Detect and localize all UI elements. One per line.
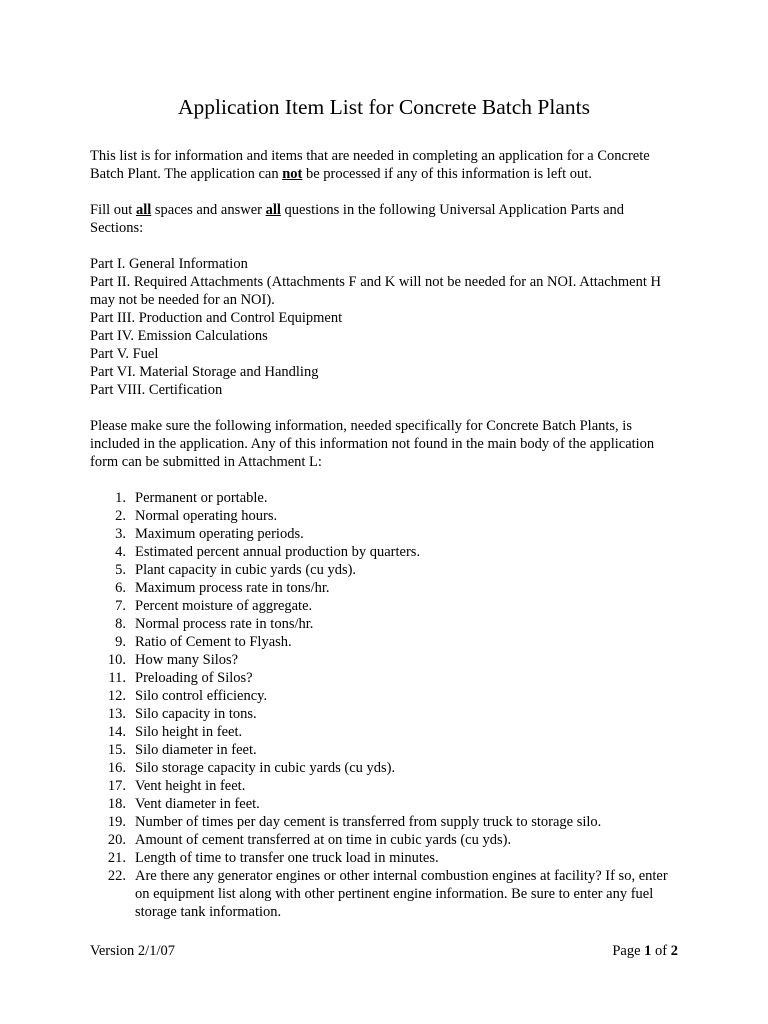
item-text: Silo storage capacity in cubic yards (cu yds). — [135, 760, 396, 776]
list-item — [90, 867, 680, 921]
item-text: Are there any generator engines or other internal combustion engines at facility? If so, enter on equipment list along with other pertinent engine information. Be sure to enter any fuel storage tank information. — [135, 868, 668, 920]
intro-text-start: This list is for information and items that are needed in completing an application for a Concrete Batch Plant. The application can — [90, 148, 650, 182]
intro-paragraph — [90, 147, 680, 183]
item-text: Vent height in feet. — [135, 778, 246, 794]
part-item: Part IV. Emission Calculations — [90, 328, 268, 344]
intro-emphasis: not — [282, 166, 303, 182]
item-number: 22. — [107, 868, 126, 884]
document-title: Application Item List for Concrete Batch Plants — [178, 95, 590, 119]
list-item — [90, 615, 680, 633]
list-item — [90, 525, 680, 543]
list-item — [90, 741, 680, 759]
item-text: Percent moisture of aggregate. — [135, 598, 313, 614]
item-text: Ratio of Cement to Flyash. — [135, 634, 292, 650]
list-item — [90, 687, 680, 705]
item-number: 9. — [115, 634, 126, 650]
item-number: 11. — [108, 670, 126, 686]
list-item — [90, 561, 680, 579]
list-item — [90, 759, 680, 777]
fill-out-paragraph — [90, 201, 680, 237]
item-number: 18. — [107, 796, 126, 812]
list-item — [90, 813, 680, 831]
part-item: Part V. Fuel — [90, 346, 159, 362]
page-current: 1 — [644, 943, 652, 959]
page-prefix: Page — [612, 943, 645, 959]
item-text: Maximum process rate in tons/hr. — [135, 580, 330, 596]
item-text: Maximum operating periods. — [135, 526, 304, 542]
item-text: Preloading of Silos? — [135, 670, 253, 686]
item-number: 21. — [107, 850, 126, 866]
item-number: 6. — [115, 580, 126, 596]
item-number: 5. — [115, 562, 126, 578]
list-item — [90, 543, 680, 561]
item-text: Normal operating hours. — [135, 508, 278, 524]
list-item — [90, 669, 680, 687]
list-item — [90, 705, 680, 723]
list-item — [90, 633, 680, 651]
list-item — [90, 489, 680, 507]
item-text: Permanent or portable. — [135, 490, 268, 506]
page-indicator — [612, 942, 678, 960]
list-item — [90, 651, 680, 669]
item-number: 13. — [107, 706, 126, 722]
part-item: Part III. Production and Control Equipment — [90, 310, 343, 326]
list-item — [90, 849, 680, 867]
item-number: 4. — [115, 544, 126, 560]
part-item: Part VI. Material Storage and Handling — [90, 364, 319, 380]
list-item — [90, 795, 680, 813]
item-text: Silo capacity in tons. — [135, 706, 257, 722]
fill-out-text-2: spaces and answer — [151, 202, 266, 218]
item-text: Silo control efficiency. — [135, 688, 268, 704]
list-item — [90, 507, 680, 525]
item-number: 12. — [107, 688, 126, 704]
item-number: 7. — [115, 598, 126, 614]
item-text: Estimated percent annual production by quarters. — [135, 544, 421, 560]
part-item: Part II. Required Attachments (Attachments F and K will not be needed for an NOI. Attachment H may not be needed for an NOI). — [90, 274, 661, 308]
item-text: How many Silos? — [135, 652, 239, 668]
item-text: Normal process rate in tons/hr. — [135, 616, 314, 632]
version-label: Version 2/1/07 — [90, 943, 175, 959]
please-note-paragraph: Please make sure the following information, needed specifically for Concrete Batch Plants, is included in the application. Any of this information not found in the main body of the application form can be submitted in Attachment L: — [90, 418, 655, 470]
item-text: Amount of cement transferred at on time in cubic yards (cu yds). — [135, 832, 512, 848]
fill-out-emphasis-1: all — [135, 202, 152, 218]
item-number: 14. — [107, 724, 126, 740]
item-text: Silo diameter in feet. — [135, 742, 257, 758]
item-text: Number of times per day cement is transferred from supply truck to storage silo. — [135, 814, 602, 830]
item-number: 3. — [115, 526, 126, 542]
list-item — [90, 597, 680, 615]
item-number: 20. — [107, 832, 126, 848]
item-number: 15. — [107, 742, 126, 758]
list-item — [90, 777, 680, 795]
item-text: Silo height in feet. — [135, 724, 243, 740]
list-item — [90, 831, 680, 849]
item-number: 8. — [115, 616, 126, 632]
item-text: Vent diameter in feet. — [135, 796, 260, 812]
item-number: 1. — [115, 490, 126, 506]
intro-text-end: be processed if any of this information is left out. — [302, 166, 592, 182]
part-item: Part I. General Information — [90, 256, 248, 272]
list-item — [90, 723, 680, 741]
fill-out-text-1: Fill out — [90, 202, 136, 218]
fill-out-emphasis-2: all — [265, 202, 281, 218]
parts-list — [90, 255, 680, 399]
list-item — [90, 579, 680, 597]
item-text: Length of time to transfer one truck load in minutes. — [135, 850, 439, 866]
page-total: 2 — [670, 943, 678, 959]
item-number: 10. — [107, 652, 126, 668]
part-item: Part VIII. Certification — [90, 382, 223, 398]
required-items-list — [90, 489, 680, 921]
item-number: 17. — [107, 778, 126, 794]
item-text: Plant capacity in cubic yards (cu yds). — [135, 562, 357, 578]
document-page — [90, 0, 690, 1024]
page-of: of — [651, 943, 671, 959]
fill-out-text-3: questions in the following Universal Application Parts and Sections: — [90, 202, 625, 236]
item-number: 2. — [115, 508, 126, 524]
item-number: 16. — [107, 760, 126, 776]
item-number: 19. — [107, 814, 126, 830]
